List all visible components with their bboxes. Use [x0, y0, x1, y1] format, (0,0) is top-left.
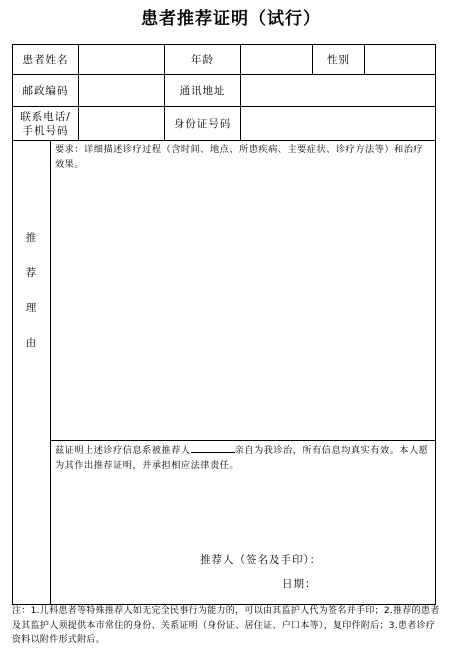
postcode-label: 邮政编码: [22, 84, 69, 97]
age-label: 年龄: [191, 53, 214, 66]
certification-text-part2: 亲自为我诊治，所有信息均真实有效。本人愿为其作出推荐证明，并承担相应法律责任。: [55, 445, 429, 471]
reason-label-char: 荐: [25, 267, 37, 279]
address-label: 通讯地址: [179, 84, 226, 97]
phone-field[interactable]: [79, 107, 164, 140]
gender-field[interactable]: [365, 45, 435, 74]
date-label: 日期：: [282, 578, 317, 590]
certification-text-part1: 兹证明上述诊疗信息系被推荐人: [55, 445, 191, 456]
phone-label-line1: 联系电话/: [20, 110, 71, 123]
id-number-label: 身份证号码: [173, 117, 232, 130]
footnote: 注：1.儿科患者等特殊推荐人如无完全民事行为能力的，可以由其监护人代为签名并手印；2.推荐的患者及其监护人须提供本市常住的身份、关系证明（身份证、居住证、户口本等），复印件附后；3.患者诊疗资料以附件形式附后。: [12, 606, 440, 645]
row-divider: [12, 140, 436, 141]
patient-name-label: 患者姓名: [22, 53, 69, 66]
reason-requirement-text[interactable]: 要求：详细描述诊疗过程（含时间、地点、所患疾病、主要症状、诊疗方法等）和治疗效果。: [55, 144, 424, 170]
page-title: 患者推荐证明（试行）: [141, 9, 321, 29]
reason-label-char: 推: [25, 232, 37, 244]
id-number-field[interactable]: [241, 107, 435, 140]
address-field[interactable]: [241, 75, 435, 106]
reason-label-char: 理: [25, 302, 37, 314]
recommended-person-blank[interactable]: [191, 442, 235, 453]
recommender-signature-label: 推荐人（签名及手印）：: [200, 554, 322, 566]
col-divider: [435, 44, 436, 604]
col-divider: [50, 140, 51, 604]
phone-label: [13, 107, 78, 140]
phone-label-line2: 手机号码: [22, 124, 69, 137]
age-field[interactable]: [241, 45, 312, 74]
postcode-field[interactable]: [79, 75, 164, 106]
certification-text: [55, 442, 431, 473]
reason-label: [12, 140, 50, 440]
gender-label: 性别: [327, 53, 350, 66]
patient-name-field[interactable]: [79, 45, 164, 74]
row-divider: [50, 440, 436, 441]
reason-label-char: 由: [25, 337, 37, 349]
